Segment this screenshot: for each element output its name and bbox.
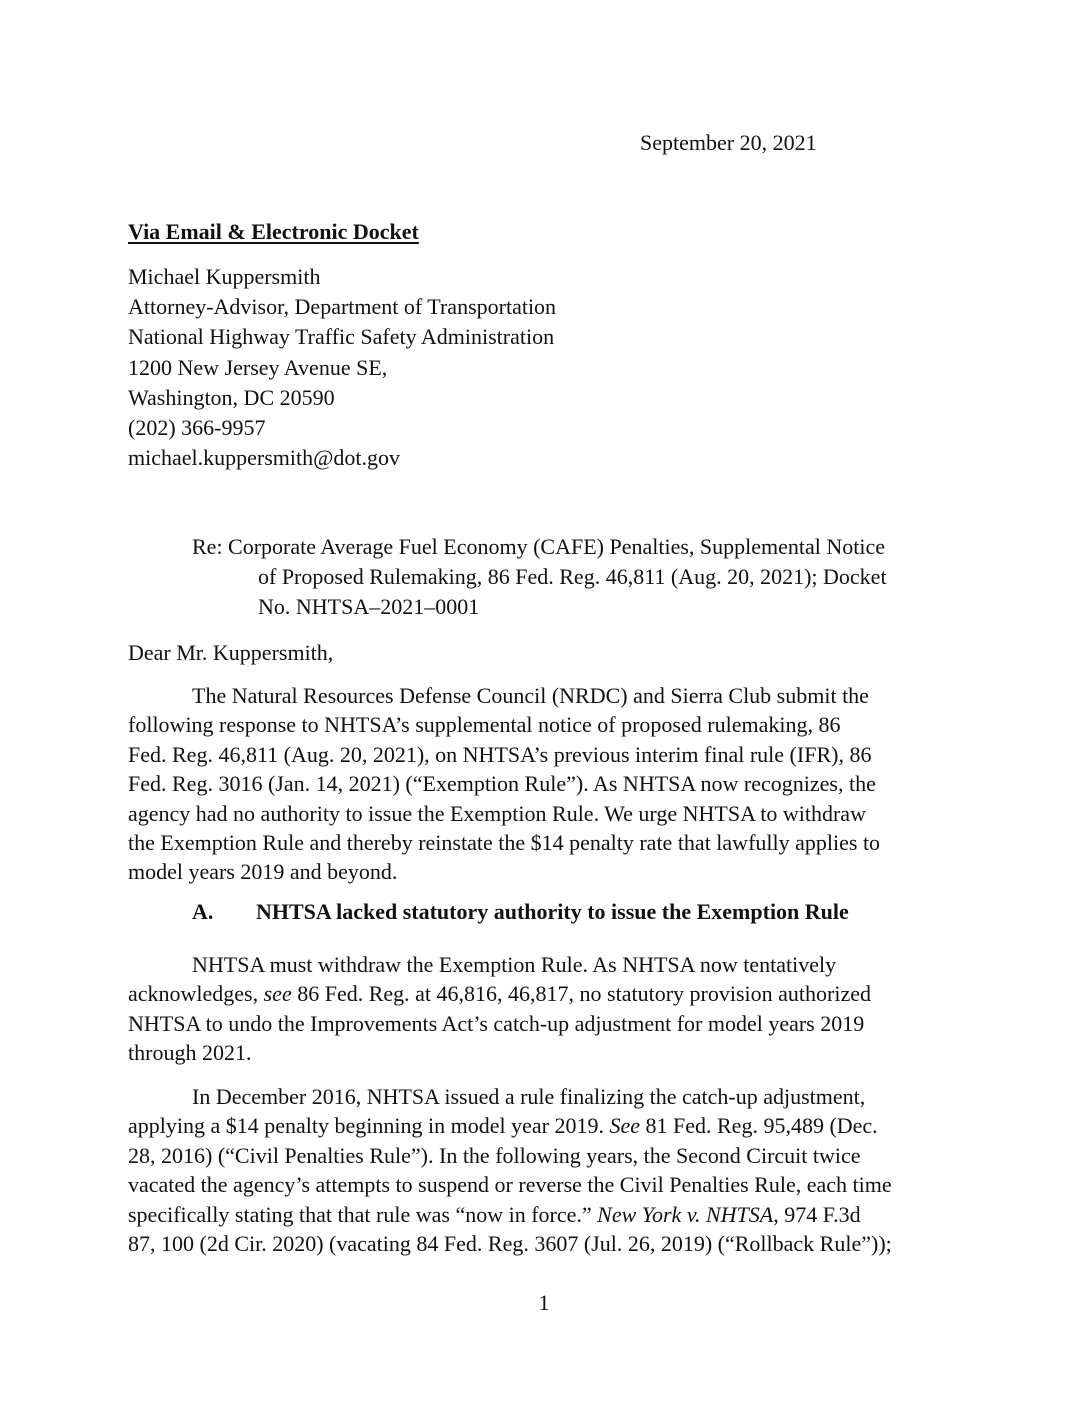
subject-line: of Proposed Rulemaking, 86 Fed. Reg. 46,811 (Aug. 20, 2021); Docket — [258, 564, 887, 589]
section-heading-letter: A. — [192, 899, 214, 924]
delivery-method-heading: Via Email & Electronic Docket — [128, 219, 419, 244]
paragraph-line: through 2021. — [128, 1040, 252, 1066]
text-run: 81 Fed. Reg. 95,489 (Dec. — [640, 1113, 878, 1139]
text-run: specifically stating that that rule was “now in force.” — [128, 1201, 598, 1227]
text-run: acknowledges, — [128, 981, 264, 1007]
paragraph-line: The Natural Resources Defense Council (NRDC) and Sierra Club submit the — [192, 683, 869, 708]
recipient-phone: (202) 366-9957 — [128, 415, 266, 441]
recipient-name: Michael Kuppersmith — [128, 264, 321, 289]
section-heading-text: NHTSA lacked statutory authority to issue the Exemption Rule — [256, 899, 849, 924]
paragraph-line: following response to NHTSA’s supplemental notice of proposed rulemaking, 86 — [128, 712, 841, 738]
recipient-address-block — [128, 262, 556, 473]
italic-signal: See — [609, 1113, 640, 1139]
recipient-agency: National Highway Traffic Safety Administration — [128, 324, 555, 350]
letter-date: September 20, 2021 — [640, 130, 817, 155]
paragraph-authority — [128, 950, 871, 1068]
text-run: , 974 F.3d — [773, 1201, 861, 1227]
paragraph-line — [128, 1200, 892, 1229]
paragraph-line: vacated the agency’s attempts to suspend or reverse the Civil Penalties Rule, each time — [128, 1172, 892, 1198]
paragraph-history — [128, 1082, 892, 1258]
recipient-city: Washington, DC 20590 — [128, 384, 335, 410]
paragraph-line — [128, 979, 871, 1008]
recipient-email: michael.kuppersmith@dot.gov — [128, 445, 400, 471]
italic-signal: see — [263, 981, 292, 1007]
paragraph-line: Fed. Reg. 3016 (Jan. 14, 2021) (“Exemption Rule”). As NHTSA now recognizes, the — [128, 771, 876, 797]
paragraph-line: Fed. Reg. 46,811 (Aug. 20, 2021), on NHTSA’s previous interim final rule (IFR), 86 — [128, 741, 872, 767]
paragraph-line: the Exemption Rule and thereby reinstate the $14 penalty rate that lawfully applies to — [128, 830, 881, 856]
recipient-title: Attorney-Advisor, Department of Transportation — [128, 294, 557, 320]
paragraph-line: In December 2016, NHTSA issued a rule finalizing the catch-up adjustment, — [192, 1084, 866, 1109]
salutation: Dear Mr. Kuppersmith, — [128, 640, 334, 665]
subject-line: No. NHTSA–2021–0001 — [258, 594, 480, 619]
page-number: 1 — [538, 1290, 550, 1315]
paragraph-line: model years 2019 and beyond. — [128, 859, 398, 885]
case-name: New York v. NHTSA — [597, 1201, 774, 1227]
recipient-street: 1200 New Jersey Avenue SE, — [128, 354, 388, 380]
paragraph-line: 87, 100 (2d Cir. 2020) (vacating 84 Fed. Reg. 3607 (Jul. 26, 2019) (“Rollback Rule”)); — [128, 1231, 892, 1257]
paragraph-intro — [128, 681, 880, 887]
paragraph-line: 28, 2016) (“Civil Penalties Rule”). In the following years, the Second Circuit twice — [128, 1142, 861, 1168]
paragraph-line: agency had no authority to issue the Exemption Rule. We urge NHTSA to withdraw — [128, 800, 866, 826]
section-heading — [192, 897, 849, 927]
subject-line-block — [192, 532, 962, 622]
subject-line: Re: Corporate Average Fuel Economy (CAFE) Penalties, Supplemental Notice — [192, 534, 886, 559]
paragraph-line: NHTSA must withdraw the Exemption Rule. As NHTSA now tentatively — [192, 952, 837, 977]
paragraph-line: NHTSA to undo the Improvements Act’s catch-up adjustment for model years 2019 — [128, 1010, 865, 1036]
text-run: 86 Fed. Reg. at 46,816, 46,817, no statutory provision authorized — [291, 981, 871, 1007]
paragraph-line — [128, 1111, 892, 1140]
text-run: applying a $14 penalty beginning in model year 2019. — [128, 1113, 610, 1139]
